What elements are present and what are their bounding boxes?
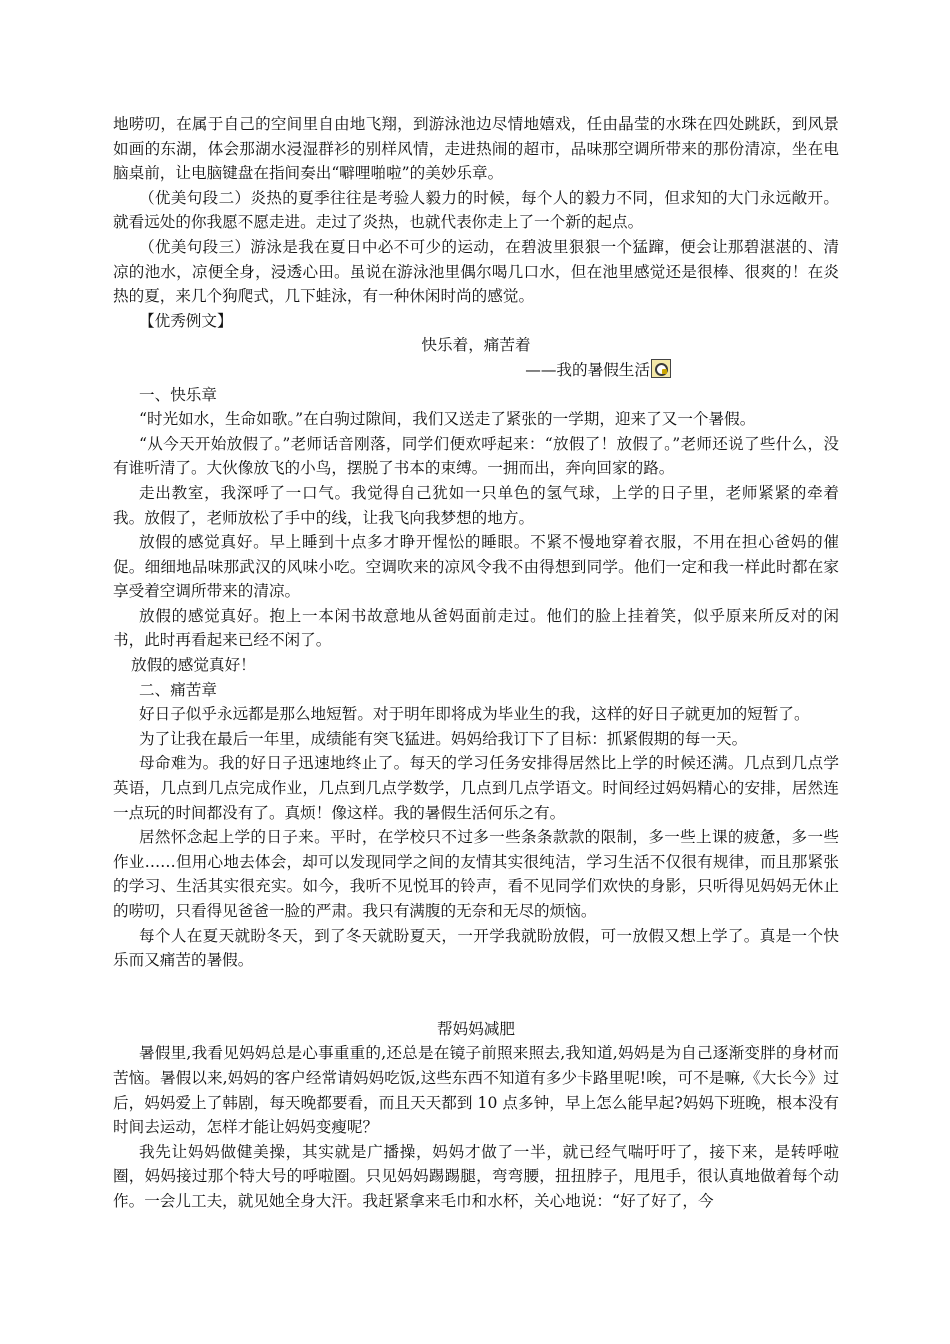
document-page xyxy=(113,112,839,1214)
paragraph: （优美句段三）游泳是我在夏日中必不可少的运动，在碧波里狠狠一个猛蹿，便会让那碧湛湛的、清凉的池水，凉便全身，浸透心田。虽说在游泳池里偶尔喝几口水，但在池里感觉还是很棒、很爽的！在炎热的夏，来几个狗爬式，几下蛙泳，有一种休闲时尚的感觉。 xyxy=(113,237,839,306)
paragraph: 每个人在夏天就盼冬天，到了冬天就盼夏天，一开学我就盼放假，可一放假又想上学了。真是一个快乐而又痛苦的暑假。 xyxy=(113,926,839,970)
paragraph: （优美句段二）炎热的夏季往往是考验人毅力的时候，每个人的毅力不同，但求知的大门永远敞开。就看远处的你我愿不愿走进。走过了炎热，也就代表你走上了一个新的起点。 xyxy=(113,188,839,232)
spacer xyxy=(113,973,839,1017)
paragraph: 好日子似乎永远都是那么地短暂。对于明年即将成为毕业生的我，这样的好日子就更加的短暂了。 xyxy=(139,705,810,724)
section-heading: 二、痛苦章 xyxy=(139,680,217,699)
paragraph: “时光如水，生命如歌。”在白驹过隙间，我们又送走了紧张的一学期，迎来了又一个暑假。 xyxy=(139,410,756,429)
paragraph: 为了让我在最后一年里，成绩能有突飞猛进。妈妈给我订下了目标：抓紧假期的每一天。 xyxy=(139,729,748,748)
paragraph: “从今天开始放假了。”老师话音刚落，同学们便欢呼起来：“放假了！放假了。”老师还说了些什么，没有谁听清了。大伙像放飞的小鸟，摆脱了书本的束缚。一拥而出，奔向回家的路。 xyxy=(113,434,839,478)
paragraph: 放假的感觉真好。抱上一本闲书故意地从爸妈面前走过。他们的脸上挂着笑，似乎原来所反对的闲书，此时再看起来已经不闲了。 xyxy=(113,606,839,650)
paragraph: 我先让妈妈做健美操，其实就是广播操，妈妈才做了一半，就已经气喘吁吁了，接下来，是转呼啦圈，妈妈接过那个特大号的呼啦圈。只见妈妈踢踢腿，弯弯腰，扭扭脖子，甩甩手，很认真地做着每个动作。一会儿工夫，就见她全身大汗。我赶紧拿来毛巾和水杯，关心地说：“好了好了，今 xyxy=(113,1142,839,1210)
paragraph: 放假的感觉真好。早上睡到十点多才睁开惺忪的睡眼。不紧不慢地穿着衣服，不用在担心爸妈的催促。细细地品味那武汉的风味小吃。空调吹来的凉风令我不由得想到同学。他们一定和我一样此时都在家享受着空调所带来的清凉。 xyxy=(113,533,839,601)
subtitle-text: ——我的暑假生活 xyxy=(525,360,650,379)
paragraph: 地唠叨，在属于自己的空间里自由地飞翔，到游泳池边尽情地嬉戏，任由晶莹的水珠在四处跳跃，到风景如画的东湖，体会那湖水浸湿群衫的别样风情，走进热闹的超市，品味那空调所带来的那份清凉，坐在电脑桌前，让电脑键盘在指间奏出“噼哩啪啦”的美妙乐章。 xyxy=(113,115,839,183)
article-title: 快乐着，痛苦着 xyxy=(421,336,531,355)
paragraph: 暑假里,我看见妈妈总是心事重重的,还总是在镜子前照来照去,我知道,妈妈是为自己逐渐变胖的身材而苦恼。暑假以来,妈妈的客户经常请妈妈吃饭,这些东西不知道有多少卡路里呢!唉，可不是嘛,《大长今》过后，妈妈爱上了韩剧，每天晚都要看，而且天天都到 10 点多钟，早上怎么能早起?妈妈下班晚，根本没有时间去运动，怎样才能让妈妈变瘦呢？ xyxy=(113,1044,839,1137)
paragraph: 放假的感觉真好！ xyxy=(131,656,256,675)
section-label: 【优秀例文】 xyxy=(139,311,233,330)
article-title: 帮妈妈减肥 xyxy=(437,1019,515,1038)
paragraph: 走出教室，我深呼了一口气。我觉得自己犹如一只单色的氢气球，上学的日子里，老师紧紧的牵着我。放假了，老师放松了手中的线，让我飞向我梦想的地方。 xyxy=(113,483,839,527)
section-heading: 一、快乐章 xyxy=(139,385,217,404)
embedded-object-icon[interactable] xyxy=(651,359,671,378)
article-subtitle xyxy=(113,358,839,383)
paragraph: 居然怀念起上学的日子来。平时，在学校只不过多一些条条款款的限制，多一些上课的疲惫，多一些作业……但用心地去体会，却可以发现同学之间的友情其实很纯洁，学习生活不仅很有规律，而且那紧张的学习、生活其实很充实。如今，我听不见悦耳的铃声，看不见同学们欢快的身影，只听得见妈妈无休止的唠叨，只看得见爸爸一脸的严肃。我只有满腹的无奈和无尽的烦恼。 xyxy=(113,828,839,920)
paragraph: 母命难为。我的好日子迅速地终止了。每天的学习任务安排得居然比上学的时候还满。几点到几点学英语，几点到几点完成作业，几点到几点学数学，几点到几点学语文。时间经过妈妈精心的安排，居然连一点玩的时间都没有了。真烦！像这样。我的暑假生活何乐之有。 xyxy=(113,754,839,822)
